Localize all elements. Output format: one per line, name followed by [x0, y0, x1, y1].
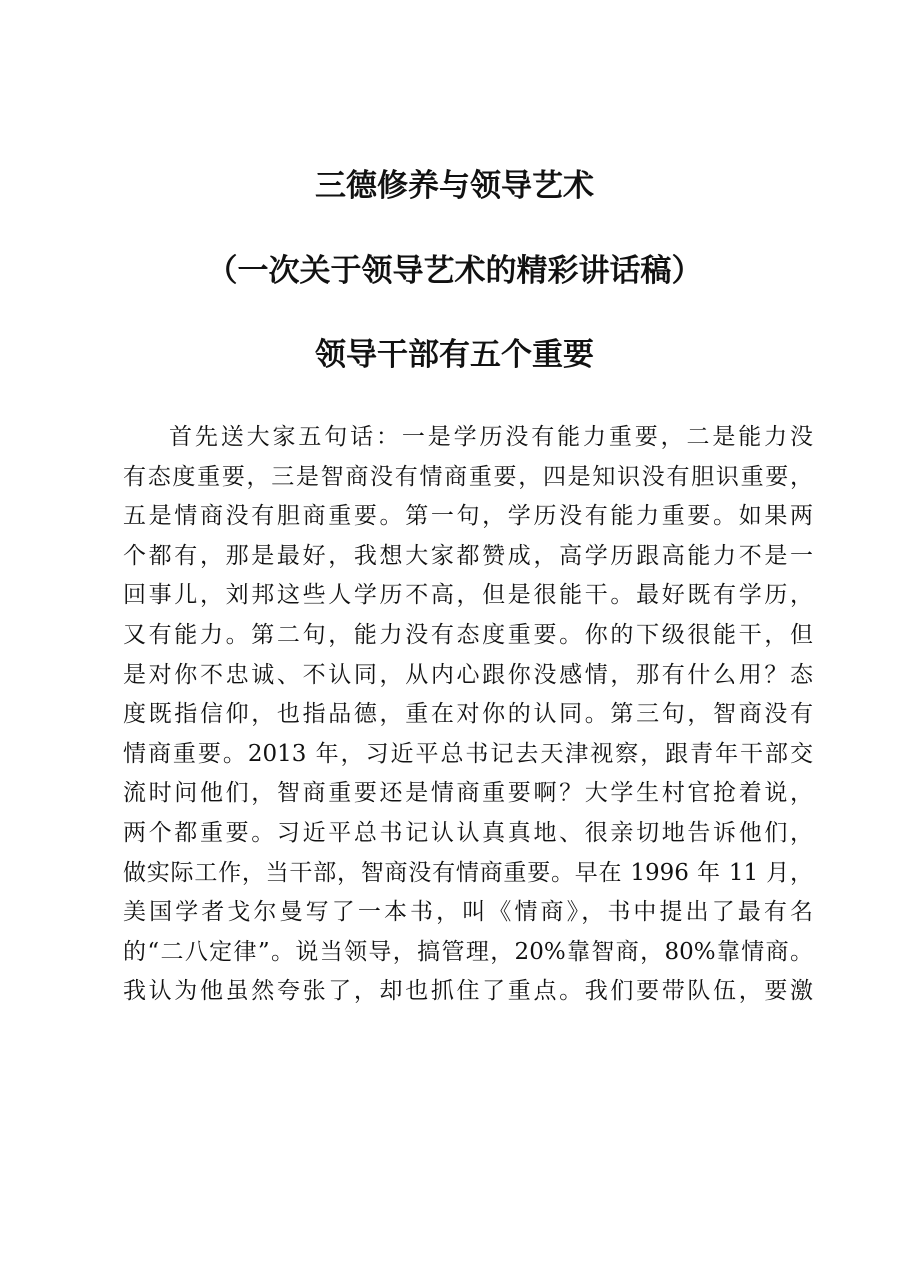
- text-line: 的“二八定律”。说当领导，搞管理，20%靠智商，80%靠情商。: [123, 938, 813, 965]
- text-line: 度既指信仰，也指品德，重在对你的认同。第三句，智商没有: [123, 701, 813, 728]
- main-title: 三德修养与领导艺术: [315, 168, 594, 204]
- text-line: 情商重要。2013 年，习近平总书记去天津视察，跟青年干部交: [123, 740, 813, 767]
- text-line: 个都有，那是最好，我想大家都赞成，高学历跟高能力不是一: [123, 542, 813, 569]
- text-line: 回事儿，刘邦这些人学历不高，但是很能干。最好既有学历，: [123, 582, 813, 609]
- text-line: 美国学者戈尔曼写了一本书，叫《情商》，书中提出了最有名: [123, 899, 813, 926]
- text-line: 两个都重要。习近平总书记认认真真地、很亲切地告诉他们，: [123, 819, 813, 846]
- text-line: 我认为他虽然夸张了，却也抓住了重点。我们要带队伍，要激: [123, 978, 813, 1005]
- text-line: 流时问他们，智商重要还是情商重要啊？大学生村官抢着说，: [123, 780, 813, 807]
- text-line: 五是情商没有胆商重要。第一句，学历没有能力重要。如果两: [123, 503, 813, 530]
- text-line: 是对你不忠诚、不认同，从内心跟你没感情，那有什么用？态: [123, 661, 813, 688]
- section-heading: 领导干部有五个重要: [315, 337, 594, 373]
- body-paragraph: [123, 418, 813, 1012]
- text-line: 做实际工作，当干部，智商没有情商重要。早在 1996 年 11 月，: [123, 859, 813, 886]
- text-line: 有态度重要，三是智商没有情商重要，四是知识没有胆识重要，: [123, 463, 813, 490]
- text-line: 首先送大家五句话：一是学历没有能力重要，二是能力没: [169, 424, 813, 450]
- text-line: 又有能力。第二句，能力没有态度重要。你的下级很能干，但: [123, 621, 813, 648]
- subtitle: （一次关于领导艺术的精彩讲话稿）: [206, 253, 703, 289]
